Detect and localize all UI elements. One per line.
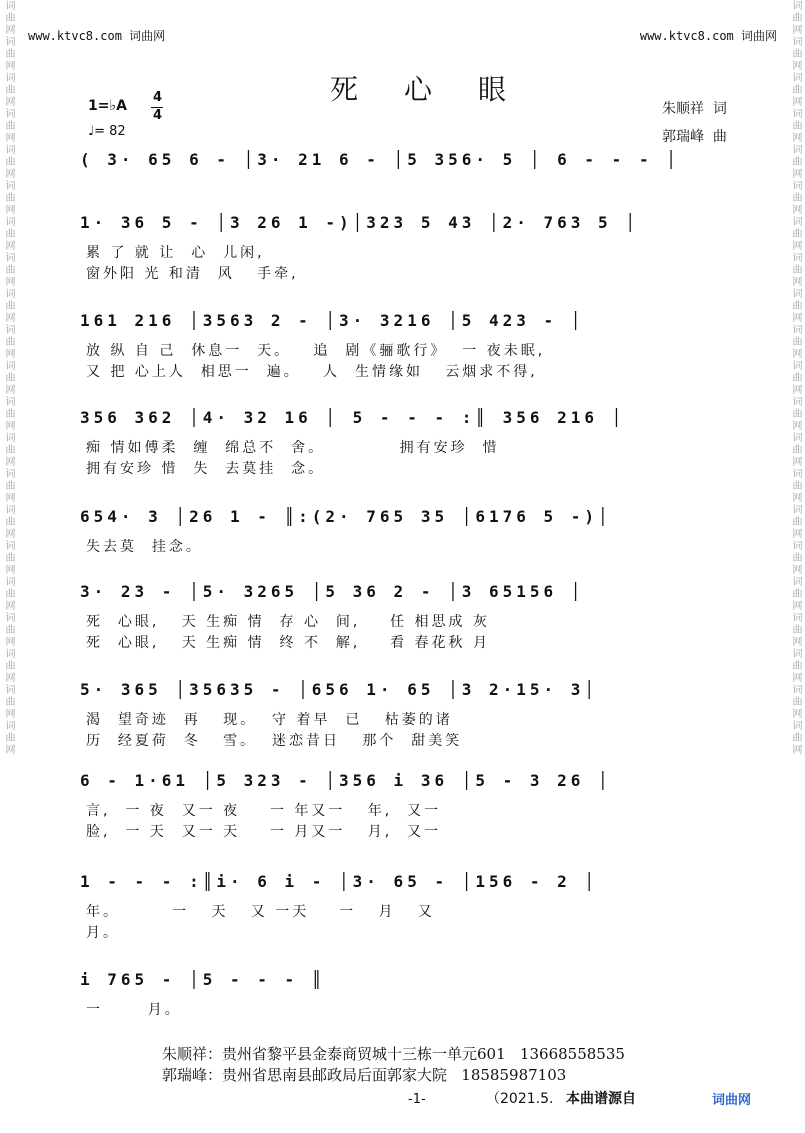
notes-row: 1 - - - :║i· 6 i - │3· 65 - │156 - 2 │ (80, 872, 599, 891)
page-title: 死心眼 (330, 73, 553, 106)
notes-row: i 765 - │5 - - - ║ (80, 970, 326, 989)
notes-row: 1· 36 5 - │3 26 1 -)│323 5 43 │2· 763 5 │ (80, 213, 639, 232)
right-watermark: 词曲网词曲网词曲网词曲网词曲网词曲网词曲网词曲网词曲网词曲网词曲网词曲网词曲网词曲网词曲网词曲网词曲网词曲网词曲网词曲网词曲网 (790, 0, 801, 756)
lyrics-line: 脸, 一 天 又一 天 一 月又一 月, 又一 (86, 824, 442, 840)
lyrics-line: 放 纵 自 己 休息一 天。 追 剧《骊歌行》 一 夜未眠, (86, 343, 546, 359)
lyrics-line: 窗外阳 光 和清 风 手牵, (86, 266, 299, 282)
left-watermark: 词曲网词曲网词曲网词曲网词曲网词曲网词曲网词曲网词曲网词曲网词曲网词曲网词曲网词曲网词曲网词曲网词曲网词曲网词曲网词曲网词曲网 (3, 0, 14, 756)
header-right: www.ktvc8.com 词曲网 (639, 29, 777, 43)
notes-row: 654· 3 │26 1 - ║:(2· 765 35 │6176 5 -)│ (80, 507, 612, 526)
footer-line-1: 朱顺祥：贵州省黎平县金泰商贸城十三栋一单元601 13668558535 (162, 1045, 625, 1063)
time-signature-top: 4 (153, 90, 163, 105)
footer-date: （2021.5. (486, 1091, 554, 1107)
notes-row: 356 362 │4· 32 16 │ 5 - - - :║ 356 216 │ (80, 408, 626, 427)
lyrics-line: 历 经夏荷 冬 雪。 迷恋昔日 那个 甜美笑 (86, 733, 463, 749)
notes-row: 3· 23 - │5· 3265 │5 36 2 - │3 65156 │ (80, 582, 585, 601)
tempo: ♩= 82 (88, 124, 126, 139)
lyrics-line: 渴 望奇迹 再 现。 守 着早 已 枯萎的诸 (86, 712, 453, 728)
lyrics-line: 累 了 就 让 心 儿闲, (86, 245, 265, 261)
source-note: 本曲谱源自 (566, 1091, 636, 1107)
key-signature: 1=♭A (88, 98, 127, 114)
lyrics-line: 又 把 心上人 相思一 遍。 人 生情缘如 云烟求不得, (86, 364, 538, 380)
lyrics-line: 年。 一 天 又 一天 一 月 又 (86, 904, 435, 920)
notes-row: 5· 365 │35635 - │656 1· 65 │3 2·15· 3│ (80, 680, 599, 699)
lyrics-line: 死 心眼, 天 生痴 情 终 不 解, 看 春花秋 月 (86, 635, 491, 651)
notes-row: 6 - 1·61 │5 323 - │356 i 36 │5 - 3 26 │ (80, 771, 612, 790)
lyrics-line: 死 心眼, 天 生痴 情 存 心 间, 任 相思成 灰 (86, 614, 491, 630)
lyrics-line: 言, 一 夜 又一 夜 一 年又一 年, 又一 (86, 803, 442, 819)
lyricist: 朱顺祥 词 (662, 101, 727, 117)
header-left: www.ktvc8.com 词曲网 (28, 29, 166, 43)
site-logo: 词曲网 (712, 1093, 752, 1108)
time-signature-bottom: 4 (153, 108, 163, 123)
lyrics-line: 痴 情如傅柔 缠 绵总不 舍。 拥有安珍 惜 (86, 440, 500, 456)
notes-row: ( 3· 65 6 - │3· 21 6 - │5 356· 5 │ 6 - - - │ (80, 150, 680, 169)
footer-line-2: 郭瑞峰：贵州省思南县邮政局后面郭家大院 18585987103 (162, 1066, 567, 1084)
lyrics-line: 拥有安珍 惜 失 去莫挂 念。 (86, 461, 326, 477)
page-number: -1- (408, 1092, 426, 1107)
lyrics-line: 失去莫 挂念。 (86, 539, 203, 555)
notes-row: 161 216 │3563 2 - │3· 3216 │5 423 - │ (80, 311, 585, 330)
composer: 郭瑞峰 曲 (662, 129, 727, 145)
lyrics-line: 一 月。 (86, 1002, 182, 1018)
lyrics-line: 月。 (86, 925, 120, 941)
